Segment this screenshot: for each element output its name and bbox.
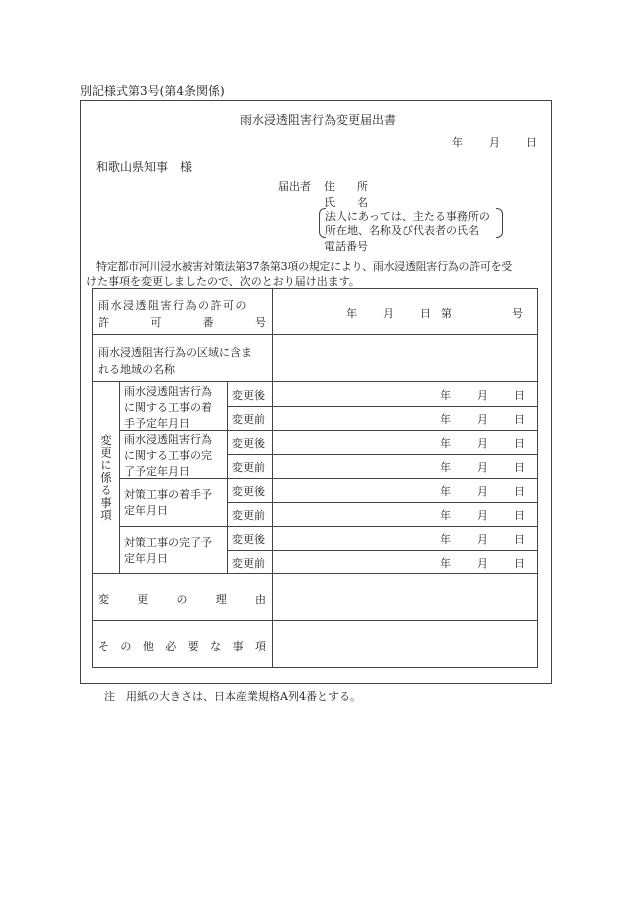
row-line <box>92 573 538 574</box>
notifier-name-label: 氏 名 <box>324 196 368 209</box>
date-field[interactable] <box>440 411 525 427</box>
row-title-line: 雨水浸透阻害行為 <box>124 433 212 446</box>
reason-label-char: 由 <box>255 593 266 606</box>
date-field[interactable] <box>440 531 525 547</box>
year-unit: 年 <box>440 557 451 570</box>
month-unit: 月 <box>477 509 488 522</box>
row-title-line: 手予定年月日 <box>124 417 190 430</box>
month-unit: 月 <box>477 437 488 450</box>
form-title: 雨水浸透阻害行為変更届出書 <box>240 113 397 127</box>
row-title-line: に関する工事の完 <box>124 449 212 462</box>
other-field[interactable] <box>274 622 536 666</box>
notifier-label: 届出者 <box>278 180 311 193</box>
after-label: 変更後 <box>232 389 265 402</box>
row-title-line: 対策工事の着手予 <box>124 488 212 501</box>
change-group-label: 変更に係る事項 <box>99 434 113 522</box>
permit-label-char: 許 <box>98 316 109 329</box>
notifier-address-label: 住 所 <box>324 180 368 193</box>
area-label-line2: れる地域の名称 <box>98 363 175 376</box>
permit-value-field[interactable] <box>346 305 523 321</box>
row-title-line: 定年月日 <box>124 552 168 565</box>
form-number-label: 別記様式第3号(第4条関係) <box>80 84 225 98</box>
permit-label-char: 可 <box>150 316 162 329</box>
day-unit: 日 <box>514 413 525 426</box>
date-year-unit: 年 <box>452 136 463 149</box>
day-unit: 日 <box>514 437 525 450</box>
month-unit: 月 <box>477 557 488 570</box>
before-label: 変更前 <box>232 557 265 570</box>
before-label: 変更前 <box>232 509 265 522</box>
area-label-line1: 雨水浸透阻害行為の区域に含ま <box>98 346 252 359</box>
row-line <box>119 526 538 527</box>
col-line <box>272 288 273 381</box>
before-label: 変更前 <box>232 461 265 474</box>
body-text-line2: けた事項を変更しましたので、次のとおり届け出ます。 <box>86 275 360 288</box>
row-line <box>227 454 538 455</box>
reason-label-char: 更 <box>137 593 149 606</box>
date-day-unit: 日 <box>526 136 537 149</box>
change-row-title-2 <box>124 487 212 519</box>
col-line <box>119 381 120 573</box>
other-label-char: 他 <box>142 640 154 653</box>
reason-label-char: 変 <box>98 593 109 606</box>
row-line <box>92 334 538 335</box>
date-field[interactable] <box>440 435 525 451</box>
addressee: 和歌山県知事 様 <box>96 160 193 174</box>
change-row-title-0 <box>124 384 212 432</box>
after-label: 変更後 <box>232 437 265 450</box>
change-row-title-3 <box>124 535 212 567</box>
day-unit: 日 <box>514 461 525 474</box>
reason-label <box>98 591 266 607</box>
other-label-char: 項 <box>254 640 266 653</box>
area-value-field[interactable] <box>274 336 536 380</box>
year-unit: 年 <box>440 389 451 402</box>
other-label-char: そ <box>98 640 109 653</box>
reason-label-char: の <box>176 593 188 606</box>
day-unit: 日 <box>514 485 525 498</box>
row-title-line: 雨水浸透阻害行為 <box>124 385 212 398</box>
other-label-char: の <box>120 640 132 653</box>
row-line <box>227 406 538 407</box>
permit-year-unit: 年 <box>346 307 357 320</box>
permit-dai-unit: 第 <box>441 307 452 320</box>
notifier-phone-label: 電話番号 <box>324 240 368 253</box>
reason-field[interactable] <box>274 575 536 619</box>
submission-date <box>452 134 537 150</box>
other-label-char: 必 <box>165 640 177 653</box>
date-field[interactable] <box>440 483 525 499</box>
row-line <box>92 620 538 621</box>
date-field[interactable] <box>440 459 525 475</box>
month-unit: 月 <box>477 533 488 546</box>
month-unit: 月 <box>477 485 488 498</box>
permit-day-unit: 日 <box>420 307 431 320</box>
footnote: 注 用紙の大きさは、日本産業規格A列4番とする。 <box>104 690 361 703</box>
row-title-line: 了予定年月日 <box>124 465 190 478</box>
date-month-unit: 月 <box>489 136 500 149</box>
permit-label-line2 <box>98 314 266 330</box>
other-label-char: な <box>210 640 222 653</box>
other-label-char: 事 <box>232 640 244 653</box>
day-unit: 日 <box>514 533 525 546</box>
row-line <box>227 502 538 503</box>
row-title-line: に関する工事の着 <box>124 401 212 414</box>
date-field[interactable] <box>440 507 525 523</box>
before-label: 変更前 <box>232 413 265 426</box>
year-unit: 年 <box>440 413 451 426</box>
bracket-right <box>496 208 503 238</box>
day-unit: 日 <box>514 557 525 570</box>
month-unit: 月 <box>477 413 488 426</box>
after-label: 変更後 <box>232 533 265 546</box>
day-unit: 日 <box>514 389 525 402</box>
after-label: 変更後 <box>232 485 265 498</box>
date-field[interactable] <box>440 387 525 403</box>
body-text-line1: 特定都市河川浸水被害対策法第37条第3項の規定により、雨水浸透阻害行為の許可を受 <box>96 260 512 273</box>
col-line <box>227 381 228 573</box>
other-label-char: 要 <box>187 640 199 653</box>
year-unit: 年 <box>440 437 451 450</box>
year-unit: 年 <box>440 461 451 474</box>
row-line <box>92 381 538 382</box>
date-field[interactable] <box>440 555 525 571</box>
month-unit: 月 <box>477 389 488 402</box>
change-row-title-1 <box>124 432 212 480</box>
day-unit: 日 <box>514 509 525 522</box>
permit-label-line1: 雨水浸透阻害行為の許可の <box>98 299 248 312</box>
permit-gou-unit: 号 <box>512 307 523 320</box>
year-unit: 年 <box>440 509 451 522</box>
corporate-note-line2: 所在地、名称及び代表者の氏名 <box>325 224 479 237</box>
other-label <box>98 638 266 654</box>
permit-label-char: 番 <box>202 316 214 329</box>
reason-label-char: 理 <box>215 593 227 606</box>
row-title-line: 定年月日 <box>124 504 168 517</box>
year-unit: 年 <box>440 533 451 546</box>
row-line <box>227 550 538 551</box>
year-unit: 年 <box>440 485 451 498</box>
permit-label-char: 号 <box>254 316 266 329</box>
permit-month-unit: 月 <box>383 307 394 320</box>
month-unit: 月 <box>477 461 488 474</box>
row-title-line: 対策工事の完了予 <box>124 536 212 549</box>
corporate-note-line1: 法人にあっては、主たる事務所の <box>325 210 490 223</box>
col-line <box>272 381 273 668</box>
